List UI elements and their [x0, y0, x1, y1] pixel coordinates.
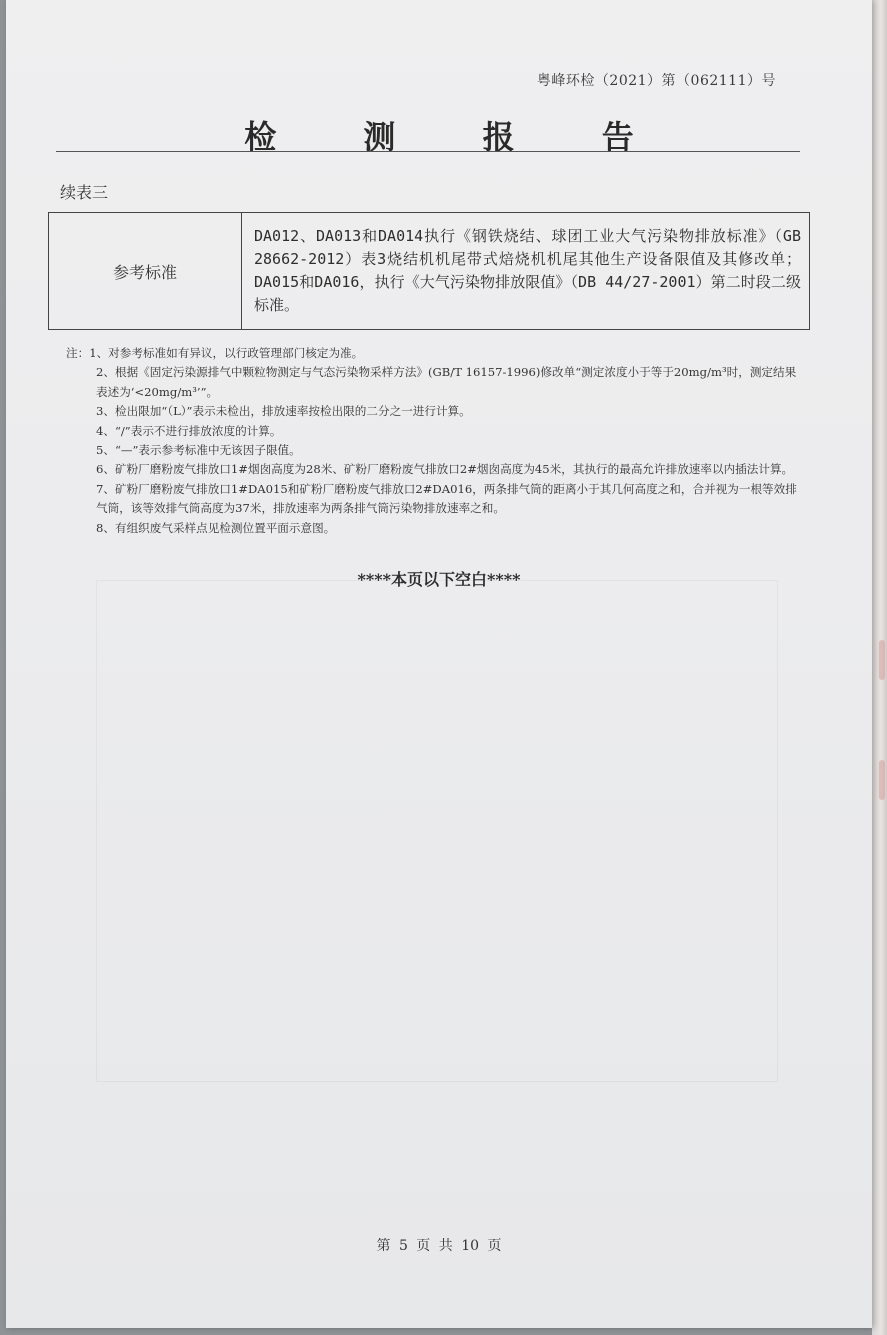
- note-item: 2、根据《固定污染源排气中颗粒物测定与气态污染物采样方法》(GB/T 16157-1996)修改单“测定浓度小于等于20mg/m³时，测定结果表述为‘<20mg/m³’”。: [96, 365, 797, 399]
- edge-mark: [879, 640, 885, 680]
- page-number: 第 5 页 共 10 页: [376, 1238, 502, 1254]
- note-item: 6、矿粉厂磨粉废气排放口1#烟囱高度为28米、矿粉厂磨粉废气排放口2#烟囱高度为45米，其执行的最高允许排放速率以内插法计算。: [96, 462, 794, 477]
- note-item: 注：1、对参考标准如有异议，以行政管理部门核定为准。: [66, 346, 364, 360]
- reference-body: DA012、DA013和DA014执行《钢铁烧结、球团工业大气污染物排放标准》（GB 28662-2012）表3烧结机机尾带式焙烧机机尾其他生产设备限值及其修改单；DA015和DA016，执行《大气污染物排放限值》（DB 44/27-2001）第二时段二级标准。: [242, 213, 810, 330]
- table-row: [49, 213, 810, 330]
- notes-section: [66, 344, 804, 538]
- note-item: 4、“/”表示不进行排放浓度的计算。: [96, 423, 282, 438]
- note-item: 8、有组织废气采样点见检测位置平面示意图。: [96, 520, 336, 535]
- report-number: 粤峰环检（2021）第（062111）号: [536, 73, 776, 89]
- bleed-through: [96, 580, 778, 1082]
- note-item: 5、“—”表示参考标准中无该因子限值。: [96, 443, 301, 458]
- edge-mark: [879, 760, 885, 800]
- reference-standard-table: [48, 212, 810, 330]
- title-divider: [56, 151, 800, 152]
- document-page: [6, 0, 872, 1328]
- blank-below-notice: ****本页以下空白****: [357, 570, 521, 589]
- continued-table-label: 续表三: [60, 183, 109, 202]
- note-item: 3、检出限加“（L）”表示未检出，排放速率按检出限的二分之一进行计算。: [96, 404, 471, 419]
- report-title: 检 测 报 告: [244, 118, 672, 156]
- page-edge: [872, 0, 887, 1335]
- note-item: 7、矿粉厂磨粉废气排放口1#DA015和矿粉厂磨粉废气排放口2#DA016，两条排气筒的距离小于其几何高度之和，合并视为一根等效排气筒，该等效排气筒高度为37米，排放速率为两条排气筒污染物排放速率之和。: [96, 481, 797, 516]
- reference-header: 参考标准: [49, 213, 242, 330]
